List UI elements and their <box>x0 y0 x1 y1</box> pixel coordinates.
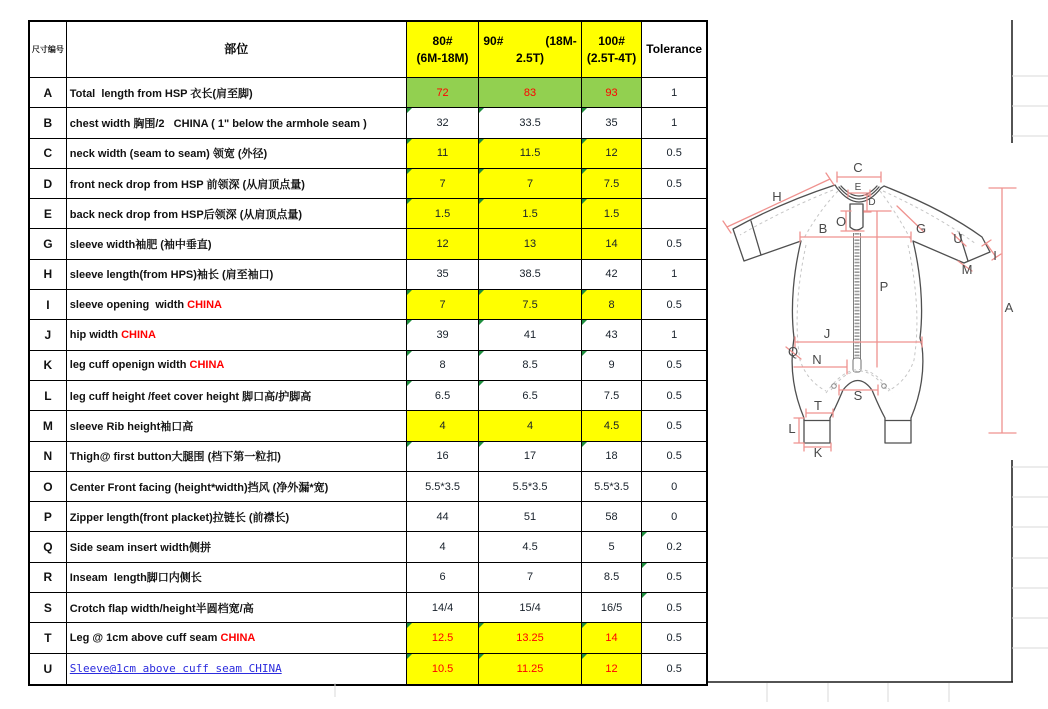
cell-I-value-0[interactable]: 7 <box>407 290 480 320</box>
measurement-lines <box>723 172 1016 451</box>
cell-R-value-2[interactable]: 8.5 <box>582 563 643 593</box>
cell-P-value-0[interactable]: 44 <box>407 502 480 532</box>
faint-grid-stubs <box>335 76 1048 702</box>
cell-N-value-1[interactable]: 17 <box>479 442 581 472</box>
cell-H-tolerance[interactable]: 1 <box>642 260 706 290</box>
cell-M-tolerance[interactable]: 0.5 <box>642 411 706 441</box>
cell-M-id[interactable]: M <box>30 411 67 441</box>
drawing-label-H: H <box>772 189 782 204</box>
cell-R-id[interactable]: R <box>30 563 67 593</box>
cell-R-value-1[interactable]: 7 <box>479 563 581 593</box>
cell-U-value-2[interactable]: 12 <box>582 654 643 684</box>
cell-T-value-1[interactable]: 13.25 <box>479 623 581 653</box>
drawing-label-K: K <box>813 445 823 460</box>
cell-C-id[interactable]: C <box>30 139 67 169</box>
cell-P-id[interactable]: P <box>30 502 67 532</box>
cell-P-value-1[interactable]: 51 <box>479 502 581 532</box>
cell-H-label[interactable]: sleeve length(from HPS)袖长 (肩至袖口) <box>67 260 407 290</box>
cell-A-value-2[interactable]: 93 <box>582 78 643 108</box>
cell-J-value-1[interactable]: 41 <box>479 320 581 350</box>
cell-K-tolerance[interactable]: 0.5 <box>642 351 706 381</box>
cell-O-value-0[interactable]: 5.5*3.5 <box>407 472 480 502</box>
cell-G-value-2[interactable]: 14 <box>582 229 643 259</box>
cell-R-value-0[interactable]: 6 <box>407 563 480 593</box>
cell-H-id[interactable]: H <box>30 260 67 290</box>
cell-G-label[interactable]: sleeve width袖肥 (袖中垂直) <box>67 229 407 259</box>
cell-N-label[interactable]: Thigh@ first button大腿围 (档下第一粒扣) <box>67 442 407 472</box>
cell-T-value-0[interactable]: 12.5 <box>407 623 480 653</box>
cell-A-value-0[interactable]: 72 <box>407 78 480 108</box>
cell-K-value-2[interactable]: 9 <box>582 351 643 381</box>
cell-J-id[interactable]: J <box>30 320 67 350</box>
header-size-1[interactable]: 90# (18M- 2.5T) <box>479 22 581 78</box>
drawing-label-D: D <box>868 197 876 208</box>
cell-H-value-0[interactable]: 35 <box>407 260 480 290</box>
cell-D-value-1[interactable]: 7 <box>479 169 581 199</box>
cell-B-value-2[interactable]: 35 <box>582 108 643 138</box>
cell-G-tolerance[interactable]: 0.5 <box>642 229 706 259</box>
cell-P-label[interactable]: Zipper length(front placket)拉链长 (前襟长) <box>67 502 407 532</box>
cell-B-value-1[interactable]: 33.5 <box>479 108 581 138</box>
zipper <box>853 233 861 372</box>
cell-U-value-1[interactable]: 11.25 <box>479 654 581 684</box>
cell-E-value-2[interactable]: 1.5 <box>582 199 643 229</box>
drawing-label-L: L <box>788 421 796 436</box>
cell-T-id[interactable]: T <box>30 623 67 653</box>
cell-I-id[interactable]: I <box>30 290 67 320</box>
cell-S-value-2[interactable]: 16/5 <box>582 593 643 623</box>
drawing-label-T: T <box>814 398 822 413</box>
header-tolerance[interactable]: Tolerance <box>642 22 706 78</box>
cell-J-tolerance[interactable]: 1 <box>642 320 706 350</box>
cell-I-value-1[interactable]: 7.5 <box>479 290 581 320</box>
cell-O-label[interactable]: Center Front facing (height*width)挡风 (净外漏*宽) <box>67 472 407 502</box>
cell-S-label[interactable]: Crotch flap width/height半圆档宽/高 <box>67 593 407 623</box>
cell-U-label[interactable]: Sleeve@1cm above cuff seam CHINA <box>67 654 407 684</box>
drawing-label-U: U <box>953 231 963 246</box>
cell-I-value-2[interactable]: 8 <box>582 290 643 320</box>
drawing-label-J: J <box>823 326 831 341</box>
drawing-label-P: P <box>879 279 889 294</box>
cell-L-value-1[interactable]: 6.5 <box>479 381 581 411</box>
cell-J-value-2[interactable]: 43 <box>582 320 643 350</box>
cell-G-value-0[interactable]: 12 <box>407 229 480 259</box>
cell-O-value-1[interactable]: 5.5*3.5 <box>479 472 581 502</box>
cell-T-tolerance[interactable]: 0.5 <box>642 623 706 653</box>
cell-M-value-1[interactable]: 4 <box>479 411 581 441</box>
cell-S-id[interactable]: S <box>30 593 67 623</box>
cell-U-id[interactable]: U <box>30 654 67 684</box>
cell-R-label[interactable]: Inseam length脚口内侧长 <box>67 563 407 593</box>
cell-M-value-2[interactable]: 4.5 <box>582 411 643 441</box>
cell-S-value-1[interactable]: 15/4 <box>479 593 581 623</box>
drawing-label-N: N <box>812 352 822 367</box>
cell-E-value-1[interactable]: 1.5 <box>479 199 581 229</box>
cell-Q-value-0[interactable]: 4 <box>407 532 480 562</box>
cell-U-tolerance[interactable]: 0.5 <box>642 654 706 684</box>
cell-B-id[interactable]: B <box>30 108 67 138</box>
cell-D-tolerance[interactable]: 0.5 <box>642 169 706 199</box>
zipper-garage <box>850 204 863 230</box>
drawing-label-Q: Q <box>787 344 799 359</box>
cell-T-value-2[interactable]: 14 <box>582 623 643 653</box>
cell-C-tolerance[interactable]: 0.5 <box>642 139 706 169</box>
header-size-0[interactable]: 80# (6M-18M) <box>407 22 480 78</box>
drawing-label-G: G <box>915 221 927 236</box>
drawing-label-O: O <box>835 214 847 229</box>
cell-I-tolerance[interactable]: 0.5 <box>642 290 706 320</box>
garment-outline <box>733 185 990 443</box>
cell-N-value-0[interactable]: 16 <box>407 442 480 472</box>
cell-I-label[interactable]: sleeve opening width CHINA <box>67 290 407 320</box>
drawing-label-M: M <box>961 262 973 277</box>
drawing-labels <box>772 160 1013 460</box>
cell-L-tolerance[interactable]: 0.5 <box>642 381 706 411</box>
cell-J-label[interactable]: hip width CHINA <box>67 320 407 350</box>
drawing-label-B: B <box>818 221 828 236</box>
cell-N-value-2[interactable]: 18 <box>582 442 643 472</box>
drawing-label-E: E <box>854 182 862 193</box>
cell-B-label[interactable]: chest width 胸围/2 CHINA ( 1" below the armhole seam ) <box>67 108 407 138</box>
cell-M-label[interactable]: sleeve Rib height袖口高 <box>67 411 407 441</box>
cell-O-value-2[interactable]: 5.5*3.5 <box>582 472 643 502</box>
cell-G-id[interactable]: G <box>30 229 67 259</box>
cell-A-tolerance[interactable]: 1 <box>642 78 706 108</box>
cell-T-label[interactable]: Leg @ 1cm above cuff seam CHINA <box>67 623 407 653</box>
cell-C-value-0[interactable]: 11 <box>407 139 480 169</box>
cell-D-id[interactable]: D <box>30 169 67 199</box>
cell-C-label[interactable]: neck width (seam to seam) 领宽 (外径) <box>67 139 407 169</box>
cell-J-value-0[interactable]: 39 <box>407 320 480 350</box>
cell-L-id[interactable]: L <box>30 381 67 411</box>
cell-D-label[interactable]: front neck drop from HSP 前领深 (从肩顶点量) <box>67 169 407 199</box>
cell-R-tolerance[interactable]: 0.5 <box>642 563 706 593</box>
cell-N-id[interactable]: N <box>30 442 67 472</box>
cell-L-value-0[interactable]: 6.5 <box>407 381 480 411</box>
cell-Q-value-1[interactable]: 4.5 <box>479 532 581 562</box>
cell-Q-id[interactable]: Q <box>30 532 67 562</box>
header-size-code[interactable]: 尺寸编号 <box>30 22 67 78</box>
cell-O-tolerance[interactable]: 0 <box>642 472 706 502</box>
cell-M-value-0[interactable]: 4 <box>407 411 480 441</box>
cell-C-value-1[interactable]: 11.5 <box>479 139 581 169</box>
cell-U-value-0[interactable]: 10.5 <box>407 654 480 684</box>
cell-D-value-0[interactable]: 7 <box>407 169 480 199</box>
cell-C-value-2[interactable]: 12 <box>582 139 643 169</box>
cell-K-value-1[interactable]: 8.5 <box>479 351 581 381</box>
cell-L-label[interactable]: leg cuff height /feet cover height 脚口高/护脚高 <box>67 381 407 411</box>
cell-N-tolerance[interactable]: 0.5 <box>642 442 706 472</box>
cell-B-value-0[interactable]: 32 <box>407 108 480 138</box>
drawing-label-S: S <box>853 388 863 403</box>
cell-Q-value-2[interactable]: 5 <box>582 532 643 562</box>
cell-K-id[interactable]: K <box>30 351 67 381</box>
cell-Q-tolerance[interactable]: 0.2 <box>642 532 706 562</box>
cell-E-value-0[interactable]: 1.5 <box>407 199 480 229</box>
cell-O-id[interactable]: O <box>30 472 67 502</box>
header-part[interactable]: 部位 <box>67 22 407 78</box>
cell-G-value-1[interactable]: 13 <box>479 229 581 259</box>
drawing-label-I: I <box>993 248 997 263</box>
cell-P-value-2[interactable]: 58 <box>582 502 643 532</box>
cell-H-value-1[interactable]: 38.5 <box>479 260 581 290</box>
cell-D-value-2[interactable]: 7.5 <box>582 169 643 199</box>
cell-A-value-1[interactable]: 83 <box>479 78 581 108</box>
drawing-label-C: C <box>853 160 863 175</box>
cell-K-label[interactable]: leg cuff openign width CHINA <box>67 351 407 381</box>
cell-Q-label[interactable]: Side seam insert width侧拼 <box>67 532 407 562</box>
cell-L-value-2[interactable]: 7.5 <box>582 381 643 411</box>
cell-K-value-0[interactable]: 8 <box>407 351 480 381</box>
cell-H-value-2[interactable]: 42 <box>582 260 643 290</box>
cell-A-label[interactable]: Total length from HSP 衣长(肩至脚) <box>67 78 407 108</box>
cell-S-value-0[interactable]: 14/4 <box>407 593 480 623</box>
cell-A-id[interactable]: A <box>30 78 67 108</box>
cell-E-id[interactable]: E <box>30 199 67 229</box>
header-size-2[interactable]: 100# (2.5T-4T) <box>582 22 643 78</box>
cell-E-label[interactable]: back neck drop from HSP后领深 (从肩顶点量) <box>67 199 407 229</box>
cell-S-tolerance[interactable]: 0.5 <box>642 593 706 623</box>
cell-B-tolerance[interactable]: 1 <box>642 108 706 138</box>
drawing-label-A: A <box>1004 300 1014 315</box>
cell-P-tolerance[interactable]: 0 <box>642 502 706 532</box>
